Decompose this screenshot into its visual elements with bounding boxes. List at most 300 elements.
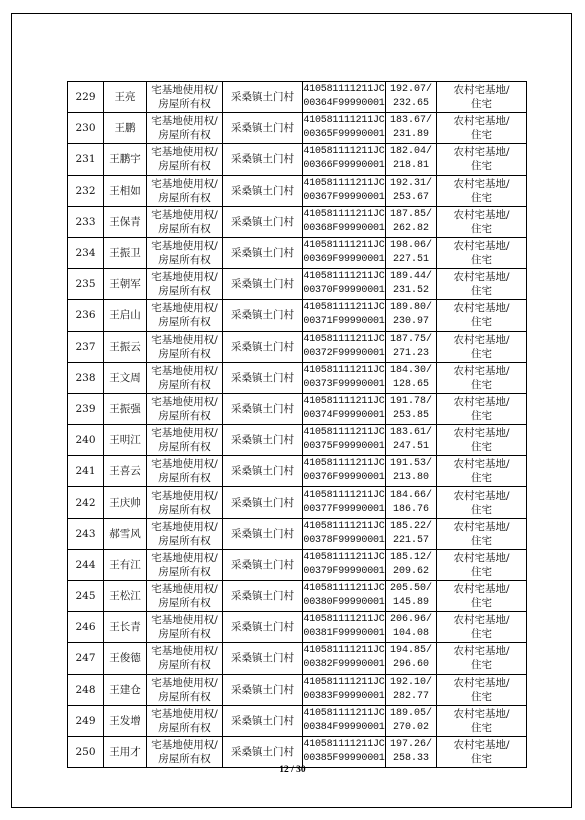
unit-code-line: 410581111211JC (303, 115, 385, 127)
land-use-line: 农村宅基地/ (453, 520, 510, 533)
table-row (68, 487, 527, 518)
area-line: 192.07/ (389, 84, 432, 96)
table-body (68, 82, 527, 768)
owner-name-cell: 王保青 (104, 206, 147, 237)
right-type-line: 房屋所有权 (158, 378, 211, 391)
right-type-line: 宅基地使用权/ (151, 302, 218, 315)
unit-code-line: 410581111211JC (303, 520, 385, 532)
unit-code-line: 410581111211JC (303, 84, 385, 96)
land-use-cell (437, 393, 527, 424)
right-type-line: 房屋所有权 (158, 191, 211, 204)
land-use-line: 住宅 (471, 503, 492, 516)
land-use-cell (437, 362, 527, 393)
area-line: 231.52 (392, 285, 429, 297)
table-row (68, 425, 527, 456)
area-line: 191.53/ (389, 458, 432, 470)
land-use-cell (437, 269, 527, 300)
right-type-cell (147, 456, 223, 487)
unit-code-cell (303, 362, 386, 393)
unit-code-line: 00385F99990001 (303, 753, 385, 765)
owner-name-cell: 王用才 (104, 736, 147, 767)
land-use-line: 住宅 (471, 160, 492, 173)
owner-name-cell: 王朝军 (104, 269, 147, 300)
table-row (68, 175, 527, 206)
location-cell: 采桑镇土门村 (223, 175, 303, 206)
owner-name-cell: 王喜云 (104, 456, 147, 487)
unit-code-line: 410581111211JC (303, 583, 385, 595)
right-type-line: 宅基地使用权/ (151, 520, 218, 533)
right-type-line: 宅基地使用权/ (151, 208, 218, 221)
area-line: 221.57 (392, 534, 429, 546)
area-cell (386, 456, 437, 487)
land-use-cell (437, 206, 527, 237)
land-use-line: 住宅 (471, 316, 492, 329)
unit-code-line: 00377F99990001 (303, 503, 385, 515)
right-type-line: 宅基地使用权/ (151, 645, 218, 658)
table-row (68, 206, 527, 237)
owner-name-cell: 王俊德 (104, 643, 147, 674)
right-type-line: 房屋所有权 (158, 347, 211, 360)
owner-name-cell: 王建仓 (104, 674, 147, 705)
row-number-cell: 232 (68, 175, 104, 206)
area-cell (386, 113, 437, 144)
right-type-line: 房屋所有权 (158, 565, 211, 578)
land-use-cell (437, 674, 527, 705)
row-number-cell: 237 (68, 331, 104, 362)
owner-name-cell: 王文周 (104, 362, 147, 393)
unit-code-line: 00370F99990001 (303, 285, 385, 297)
unit-code-cell (303, 549, 386, 580)
right-type-line: 房屋所有权 (158, 659, 211, 672)
unit-code-line: 410581111211JC (303, 645, 385, 657)
table-row (68, 612, 527, 643)
land-use-line: 农村宅基地/ (453, 333, 510, 346)
land-use-line: 住宅 (471, 129, 492, 142)
area-line: 187.85/ (389, 208, 432, 220)
area-cell (386, 736, 437, 767)
location-cell: 采桑镇土门村 (223, 487, 303, 518)
table-row (68, 549, 527, 580)
location-cell: 采桑镇土门村 (223, 549, 303, 580)
land-use-cell (437, 643, 527, 674)
right-type-cell (147, 113, 223, 144)
owner-name-cell: 王庆帅 (104, 487, 147, 518)
right-type-cell (147, 705, 223, 736)
right-type-line: 房屋所有权 (158, 129, 211, 142)
unit-code-cell (303, 144, 386, 175)
owner-name-cell: 王长青 (104, 612, 147, 643)
right-type-cell (147, 487, 223, 518)
unit-code-line: 00373F99990001 (303, 378, 385, 390)
area-line: 213.80 (392, 472, 429, 484)
unit-code-line: 410581111211JC (303, 333, 385, 345)
unit-code-line: 410581111211JC (303, 364, 385, 376)
location-cell: 采桑镇土门村 (223, 206, 303, 237)
land-use-line: 住宅 (471, 565, 492, 578)
unit-code-line: 00383F99990001 (303, 690, 385, 702)
area-cell (386, 705, 437, 736)
area-line: 205.50/ (389, 583, 432, 595)
land-use-line: 农村宅基地/ (453, 551, 510, 564)
right-type-cell (147, 82, 223, 113)
area-cell (386, 362, 437, 393)
unit-code-line: 410581111211JC (303, 395, 385, 407)
unit-code-cell (303, 643, 386, 674)
location-cell: 采桑镇土门村 (223, 113, 303, 144)
location-cell: 采桑镇土门村 (223, 643, 303, 674)
location-cell: 采桑镇土门村 (223, 362, 303, 393)
unit-code-line: 00381F99990001 (303, 628, 385, 640)
owner-name-cell: 王启山 (104, 300, 147, 331)
right-type-line: 房屋所有权 (158, 222, 211, 235)
area-line: 183.61/ (389, 427, 432, 439)
land-use-line: 农村宅基地/ (453, 676, 510, 689)
row-number-cell: 231 (68, 144, 104, 175)
land-use-line: 农村宅基地/ (453, 427, 510, 440)
unit-code-cell (303, 300, 386, 331)
location-cell: 采桑镇土门村 (223, 581, 303, 612)
area-line: 218.81 (392, 160, 429, 172)
unit-code-line: 00368F99990001 (303, 222, 385, 234)
unit-code-line: 00366F99990001 (303, 160, 385, 172)
owner-name-cell: 郝雪风 (104, 518, 147, 549)
unit-code-cell (303, 269, 386, 300)
unit-code-cell (303, 175, 386, 206)
right-type-line: 房屋所有权 (158, 721, 211, 734)
table-row (68, 300, 527, 331)
owner-name-cell: 王明江 (104, 425, 147, 456)
land-use-line: 农村宅基地/ (453, 177, 510, 190)
land-use-line: 农村宅基地/ (453, 146, 510, 159)
land-use-line: 农村宅基地/ (453, 395, 510, 408)
unit-code-line: 410581111211JC (303, 177, 385, 189)
area-line: 183.67/ (389, 115, 432, 127)
row-number-cell: 240 (68, 425, 104, 456)
location-cell: 采桑镇土门村 (223, 736, 303, 767)
table-row (68, 362, 527, 393)
registry-table (67, 81, 527, 768)
row-number-cell: 236 (68, 300, 104, 331)
land-use-cell (437, 581, 527, 612)
area-line: 270.02 (392, 721, 429, 733)
table-row (68, 269, 527, 300)
right-type-cell (147, 581, 223, 612)
unit-code-cell (303, 206, 386, 237)
owner-name-cell: 王振卫 (104, 237, 147, 268)
unit-code-line: 00384F99990001 (303, 721, 385, 733)
unit-code-line: 410581111211JC (303, 458, 385, 470)
unit-code-cell (303, 82, 386, 113)
right-type-cell (147, 674, 223, 705)
table-row (68, 113, 527, 144)
right-type-line: 宅基地使用权/ (151, 489, 218, 502)
land-use-line: 农村宅基地/ (453, 739, 510, 752)
area-cell (386, 300, 437, 331)
right-type-line: 宅基地使用权/ (151, 271, 218, 284)
owner-name-cell: 王振强 (104, 393, 147, 424)
land-use-cell (437, 175, 527, 206)
land-use-line: 农村宅基地/ (453, 489, 510, 502)
owner-name-cell: 王松江 (104, 581, 147, 612)
right-type-line: 宅基地使用权/ (151, 395, 218, 408)
land-use-cell (437, 456, 527, 487)
area-line: 104.08 (392, 628, 429, 640)
unit-code-line: 410581111211JC (303, 427, 385, 439)
location-cell: 采桑镇土门村 (223, 144, 303, 175)
area-line: 206.96/ (389, 614, 432, 626)
area-line: 189.80/ (389, 302, 432, 314)
right-type-line: 宅基地使用权/ (151, 614, 218, 627)
unit-code-cell (303, 581, 386, 612)
location-cell: 采桑镇土门村 (223, 82, 303, 113)
right-type-line: 房屋所有权 (158, 628, 211, 641)
right-type-line: 房屋所有权 (158, 441, 211, 454)
owner-name-cell: 王发增 (104, 705, 147, 736)
right-type-cell (147, 144, 223, 175)
unit-code-line: 00372F99990001 (303, 347, 385, 359)
area-line: 296.60 (392, 659, 429, 671)
page-number: 12 / 30 (279, 765, 306, 775)
row-number-cell: 249 (68, 705, 104, 736)
unit-code-line: 00375F99990001 (303, 441, 385, 453)
area-cell (386, 237, 437, 268)
land-use-line: 住宅 (471, 721, 492, 734)
unit-code-line: 00382F99990001 (303, 659, 385, 671)
land-use-line: 住宅 (471, 690, 492, 703)
area-line: 282.77 (392, 690, 429, 702)
location-cell: 采桑镇土门村 (223, 456, 303, 487)
right-type-line: 房屋所有权 (158, 753, 211, 766)
land-use-line: 住宅 (471, 285, 492, 298)
right-type-line: 宅基地使用权/ (151, 115, 218, 128)
area-cell (386, 331, 437, 362)
area-line: 184.66/ (389, 489, 432, 501)
right-type-line: 房屋所有权 (158, 285, 211, 298)
unit-code-cell (303, 393, 386, 424)
area-line: 247.51 (392, 441, 429, 453)
unit-code-line: 410581111211JC (303, 146, 385, 158)
unit-code-cell (303, 612, 386, 643)
location-cell: 采桑镇土门村 (223, 705, 303, 736)
unit-code-cell (303, 518, 386, 549)
row-number-cell: 229 (68, 82, 104, 113)
unit-code-cell (303, 487, 386, 518)
unit-code-line: 00379F99990001 (303, 565, 385, 577)
land-use-line: 住宅 (471, 441, 492, 454)
owner-name-cell: 王鹏 (104, 113, 147, 144)
table-row (68, 518, 527, 549)
right-type-line: 房屋所有权 (158, 597, 211, 610)
unit-code-line: 00367F99990001 (303, 191, 385, 203)
row-number-cell: 246 (68, 612, 104, 643)
unit-code-line: 410581111211JC (303, 676, 385, 688)
right-type-line: 房屋所有权 (158, 98, 211, 111)
area-cell (386, 674, 437, 705)
unit-code-line: 410581111211JC (303, 489, 385, 501)
right-type-line: 宅基地使用权/ (151, 676, 218, 689)
area-line: 189.05/ (389, 707, 432, 719)
location-cell: 采桑镇土门村 (223, 674, 303, 705)
land-use-line: 农村宅基地/ (453, 614, 510, 627)
table-row (68, 393, 527, 424)
right-type-line: 宅基地使用权/ (151, 427, 218, 440)
unit-code-cell (303, 456, 386, 487)
land-use-cell (437, 549, 527, 580)
unit-code-line: 410581111211JC (303, 739, 385, 751)
right-type-line: 宅基地使用权/ (151, 84, 218, 97)
area-line: 230.97 (392, 316, 429, 328)
land-use-cell (437, 144, 527, 175)
owner-name-cell: 王相如 (104, 175, 147, 206)
row-number-cell: 239 (68, 393, 104, 424)
right-type-line: 宅基地使用权/ (151, 739, 218, 752)
area-cell (386, 581, 437, 612)
location-cell: 采桑镇土门村 (223, 612, 303, 643)
owner-name-cell: 王鹏宇 (104, 144, 147, 175)
area-line: 194.85/ (389, 645, 432, 657)
right-type-cell (147, 549, 223, 580)
right-type-cell (147, 362, 223, 393)
location-cell: 采桑镇土门村 (223, 269, 303, 300)
area-line: 191.78/ (389, 395, 432, 407)
owner-name-cell: 王振云 (104, 331, 147, 362)
right-type-cell (147, 643, 223, 674)
area-cell (386, 206, 437, 237)
row-number-cell: 243 (68, 518, 104, 549)
row-number-cell: 244 (68, 549, 104, 580)
right-type-line: 房屋所有权 (158, 690, 211, 703)
land-use-line: 农村宅基地/ (453, 240, 510, 253)
row-number-cell: 235 (68, 269, 104, 300)
right-type-line: 房屋所有权 (158, 316, 211, 329)
land-use-line: 农村宅基地/ (453, 271, 510, 284)
right-type-line: 房屋所有权 (158, 160, 211, 173)
unit-code-cell (303, 237, 386, 268)
table-row (68, 736, 527, 767)
unit-code-line: 410581111211JC (303, 271, 385, 283)
unit-code-line: 00380F99990001 (303, 597, 385, 609)
right-type-cell (147, 237, 223, 268)
unit-code-line: 00374F99990001 (303, 409, 385, 421)
unit-code-line: 00376F99990001 (303, 472, 385, 484)
table-row (68, 643, 527, 674)
right-type-line: 宅基地使用权/ (151, 551, 218, 564)
location-cell: 采桑镇土门村 (223, 331, 303, 362)
row-number-cell: 233 (68, 206, 104, 237)
right-type-line: 房屋所有权 (158, 534, 211, 547)
unit-code-cell (303, 425, 386, 456)
land-use-line: 住宅 (471, 347, 492, 360)
land-use-cell (437, 518, 527, 549)
area-cell (386, 425, 437, 456)
table-row (68, 581, 527, 612)
unit-code-line: 410581111211JC (303, 551, 385, 563)
land-use-cell (437, 82, 527, 113)
area-line: 145.89 (392, 597, 429, 609)
right-type-cell (147, 175, 223, 206)
area-line: 185.12/ (389, 551, 432, 563)
area-cell (386, 518, 437, 549)
right-type-line: 宅基地使用权/ (151, 240, 218, 253)
area-cell (386, 82, 437, 113)
land-use-cell (437, 237, 527, 268)
land-use-line: 住宅 (471, 254, 492, 267)
area-cell (386, 612, 437, 643)
unit-code-line: 00369F99990001 (303, 254, 385, 266)
row-number-cell: 238 (68, 362, 104, 393)
area-cell (386, 144, 437, 175)
area-line: 182.04/ (389, 146, 432, 158)
location-cell: 采桑镇土门村 (223, 518, 303, 549)
area-line: 128.65 (392, 378, 429, 390)
area-line: 189.44/ (389, 271, 432, 283)
area-cell (386, 269, 437, 300)
unit-code-line: 00365F99990001 (303, 129, 385, 141)
table-row (68, 82, 527, 113)
land-use-cell (437, 705, 527, 736)
land-use-line: 住宅 (471, 222, 492, 235)
table-row (68, 331, 527, 362)
right-type-cell (147, 425, 223, 456)
right-type-cell (147, 206, 223, 237)
right-type-cell (147, 518, 223, 549)
row-number-cell: 230 (68, 113, 104, 144)
table-row (68, 237, 527, 268)
land-use-cell (437, 331, 527, 362)
land-use-line: 住宅 (471, 628, 492, 641)
unit-code-line: 410581111211JC (303, 240, 385, 252)
right-type-line: 房屋所有权 (158, 409, 211, 422)
land-use-cell (437, 113, 527, 144)
right-type-line: 宅基地使用权/ (151, 583, 218, 596)
area-line: 192.31/ (389, 177, 432, 189)
row-number-cell: 247 (68, 643, 104, 674)
area-line: 253.85 (392, 409, 429, 421)
area-line: 192.10/ (389, 676, 432, 688)
unit-code-cell (303, 705, 386, 736)
right-type-line: 宅基地使用权/ (151, 707, 218, 720)
area-line: 187.75/ (389, 333, 432, 345)
area-line: 232.65 (392, 98, 429, 110)
right-type-cell (147, 612, 223, 643)
row-number-cell: 241 (68, 456, 104, 487)
land-use-line: 农村宅基地/ (453, 583, 510, 596)
land-use-line: 住宅 (471, 409, 492, 422)
row-number-cell: 242 (68, 487, 104, 518)
area-line: 198.06/ (389, 240, 432, 252)
unit-code-cell (303, 674, 386, 705)
right-type-line: 房屋所有权 (158, 254, 211, 267)
unit-code-line: 410581111211JC (303, 302, 385, 314)
area-cell (386, 549, 437, 580)
land-use-line: 农村宅基地/ (453, 302, 510, 315)
row-number-cell: 248 (68, 674, 104, 705)
right-type-line: 房屋所有权 (158, 503, 211, 516)
land-use-line: 农村宅基地/ (453, 364, 510, 377)
right-type-line: 宅基地使用权/ (151, 364, 218, 377)
land-use-line: 住宅 (471, 753, 492, 766)
row-number-cell: 245 (68, 581, 104, 612)
area-line: 253.67 (392, 191, 429, 203)
area-line: 271.23 (392, 347, 429, 359)
unit-code-line: 410581111211JC (303, 614, 385, 626)
land-use-line: 住宅 (471, 191, 492, 204)
right-type-cell (147, 393, 223, 424)
right-type-line: 宅基地使用权/ (151, 146, 218, 159)
row-number-cell: 234 (68, 237, 104, 268)
table-row (68, 456, 527, 487)
area-line: 197.26/ (389, 739, 432, 751)
